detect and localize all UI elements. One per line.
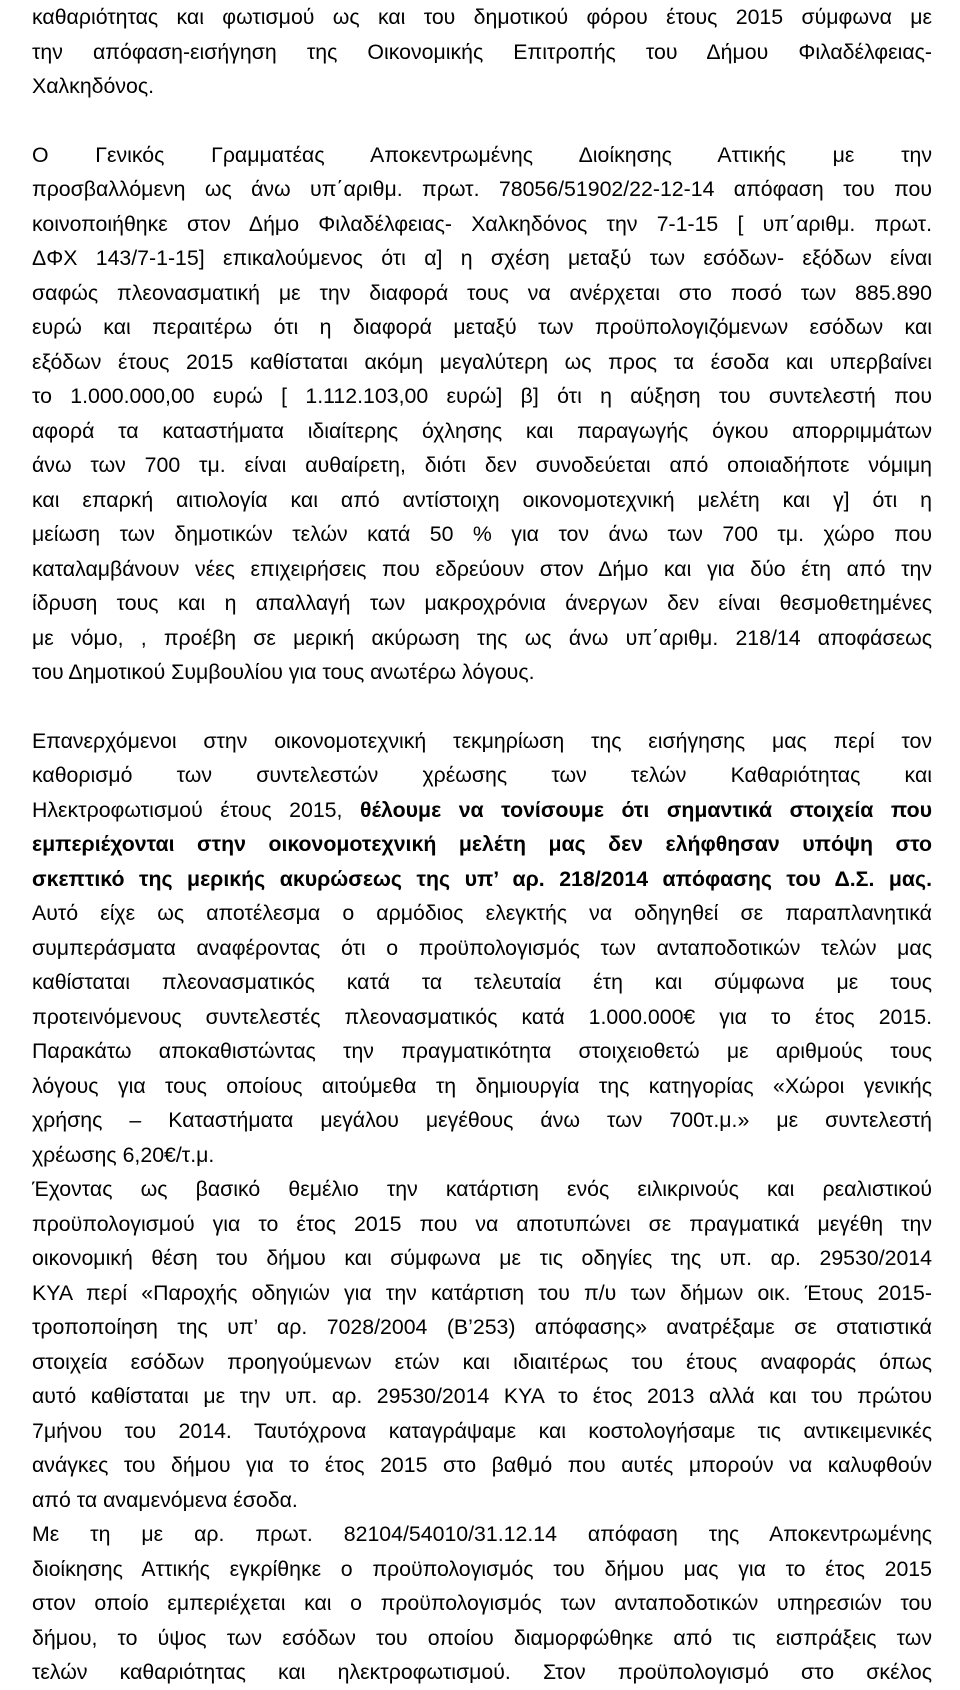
text-line-bold: σκεπτικό της μερικής ακυρώσεως της υπ’ αρ. 218/2014 απόφασης του Δ.Σ. μας.	[32, 866, 932, 891]
text-line: δήμου, το ύψος των εσόδων του οποίου διαμορφώθηκε από τις εισπράξεις των	[32, 1625, 932, 1650]
text-line: και επαρκή αιτιολογία και από αντίστοιχη οικονομοτεχνική μελέτη και γ] ότι η	[32, 487, 932, 512]
text-line: συμπεράσματα αναφέροντας ότι ο προϋπολογισμός των ανταποδοτικών τελών μας	[32, 935, 932, 960]
text-line: στοιχεία εσόδων προηγούμενων ετών και ιδιαιτέρως του έτους αναφοράς όπως	[32, 1349, 932, 1374]
text-line: εξόδων έτους 2015 καθίσταται ακόμη μεγαλύτερη ως προς τα έσοδα και υπερβαίνει	[32, 349, 932, 374]
text-line: ΚΥΑ περί «Παροχής οδηγιών για την κατάρτιση του π/υ των δήμων οικ. Έτους 2015-	[32, 1280, 932, 1305]
text-line: καθαριότητας και φωτισμού ως και του δημοτικού φόρου έτους 2015 σύμφωνα με	[32, 5, 932, 29]
text-line: προτεινόμενους συντελεστές πλεονασματικός κατά 1.000.000€ για το έτος 2015.	[32, 1004, 932, 1029]
text-line: Έχοντας ως βασικό θεμέλιο την κατάρτιση ενός ειλικρινούς και ρεαλιστικού	[32, 1177, 932, 1201]
text-line: προϋπολογισμού για το έτος 2015 που να αποτυπώνει σε πραγματικά μεγέθη την	[32, 1211, 932, 1236]
text-line: Αυτό είχε ως αποτέλεσμα ο αρμόδιος ελεγκτής να οδηγηθεί σε παραπλανητικά	[32, 901, 932, 925]
text-line: Παρακάτω αποκαθιστώντας την πραγματικότητα στοιχειοθετώ με αριθμούς τους	[32, 1039, 932, 1063]
paragraph-secretary	[32, 138, 932, 690]
text-plain: Ηλεκτροφωτισμού έτους 2015,	[32, 797, 360, 822]
text-line: 7μήνου του 2014. Ταυτόχρονα καταγράψαμε και κοστολογήσαμε τις αντικειμενικές	[32, 1418, 932, 1443]
text-line: άνω των 700 τμ. είναι αυθαίρετη, διότι δεν συνοδεύεται από οποιαδήποτε νόμιμη	[32, 453, 932, 477]
text-line: το 1.000.000,00 ευρώ [ 1.112.103,00 ευρώ] β] ότι η αύξηση του συντελεστή που	[32, 384, 932, 408]
text-line: Με τη με αρ. πρωτ. 82104/54010/31.12.14 απόφαση της Αποκεντρωμένης	[32, 1522, 932, 1546]
text-line: ανάγκες του δήμου για το έτος 2015 στο βαθμό που αυτές μπορούν να καλυφθούν	[32, 1453, 932, 1477]
text-line: τροποποίηση της υπ’ αρ. 7028/2004 (Β’253) απόφασης» ανατρέξαμε σε στατιστικά	[32, 1315, 932, 1339]
text-line: λόγους για τους οποίους αιτούμεθα τη δημιουργία της κατηγορίας «Χώροι γενικής	[32, 1073, 932, 1098]
text-line: ίδρυση τους και η απαλλαγή των μακροχρόνια άνεργων δεν είναι θεσμοθετημένες	[32, 591, 932, 615]
text-line: αφορά τα καταστήματα ιδιαίτερης όχλησης και παραγωγής όγκου απορριμμάτων	[32, 418, 932, 443]
text-line: του Δημοτικού Συμβουλίου για τους ανωτέρω λόγους.	[32, 660, 535, 684]
text-line: προσβαλλόμενη ως άνω υπ΄αριθμ. πρωτ. 78056/51902/22-12-14 απόφαση του που	[32, 177, 932, 201]
text-line: καθορισμό των συντελεστών χρέωσης των τελών Καθαριότητας και	[32, 763, 932, 787]
text-line: τελών καθαριότητας και ηλεκτροφωτισμού. Στον προϋπολογισμό στο σκέλος	[32, 1660, 932, 1684]
text-line: κοινοποιήθηκε στον Δήμο Φιλαδέλφειας- Χαλκηδόνος την 7-1-15 [ υπ΄αριθμ. πρωτ.	[32, 211, 932, 236]
text-line: οικονομική θέση του δήμου και σύμφωνα με τις οδηγίες της υπ. αρ. 29530/2014	[32, 1246, 932, 1270]
text-line: διοίκησης Αττικής εγκρίθηκε ο προϋπολογισμός του δήμου μας για το έτος 2015	[32, 1556, 932, 1581]
text-line: μείωση των δημοτικών τελών κατά 50 % για τον άνω των 700 τμ. χώρο που	[32, 522, 932, 546]
text-line: στον οποίο εμπεριέχεται και ο προϋπολογισμός των ανταποδοτικών υπηρεσιών του	[32, 1591, 932, 1615]
text-line: σαφώς πλεονασματική με την διαφορά τους να ανέρχεται στο ποσό των 885.890	[32, 280, 932, 305]
paragraph-intro	[32, 0, 932, 104]
text-line: Χαλκηδόνος.	[32, 74, 155, 98]
text-line: Επανερχόμενοι στην οικονομοτεχνική τεκμηρίωση της εισήγησης μας περί τον	[32, 728, 932, 753]
text-line: την απόφαση-εισήγηση της Οικονομικής Επιτροπής του Δήμου Φιλαδέλφειας-	[32, 39, 932, 64]
text-line: καταλαμβάνουν νέες επιχειρήσεις που εδρεύουν στον Δήμο και για δύο έτη από την	[32, 556, 932, 581]
text-line: καθίσταται πλεονασματικός κατά τα τελευταία έτη και σύμφωνα με τους	[32, 970, 932, 994]
text-line: ΔΦΧ 143/7-1-15] επικαλούμενος ότι α] η σχέση μεταξύ των εσόδων- εξόδων είναι	[32, 246, 932, 270]
text-line: από τα αναμενόμενα έσοδα.	[32, 1487, 298, 1512]
text-line: αυτό καθίσταται με την υπ. αρ. 29530/2014 ΚΥΑ το έτος 2013 αλλά και του πρώτου	[32, 1384, 932, 1408]
text-line-bold: εμπεριέχονται στην οικονομοτεχνική μελέτη μας δεν ελήφθησαν υπόψη στο	[32, 832, 932, 856]
text-line: χρέωσης 6,20€/τ.μ.	[32, 1142, 215, 1167]
text-bold: θέλουμε να τονίσουμε ότι σημαντικά στοιχεία που	[359, 797, 932, 822]
text-line: χρήσης – Καταστήματα μεγάλου μεγέθους άνω των 700τ.μ.» με συντελεστή	[32, 1108, 932, 1132]
text-line-mixed	[32, 793, 932, 828]
text-line: Ο Γενικός Γραμματέας Αποκεντρωμένης Διοίκησης Αττικής με την	[32, 142, 932, 167]
text-line: ευρώ και περαιτέρω ότι η διαφορά μεταξύ των προϋπολογιζόμενων εσόδων και	[32, 315, 932, 339]
text-line: με νόμο, , προέβη σε μερική ακύρωση της ως άνω υπ΄αριθμ. 218/14 αποφάσεως	[32, 625, 932, 650]
paragraph-economic-study	[32, 724, 932, 1690]
